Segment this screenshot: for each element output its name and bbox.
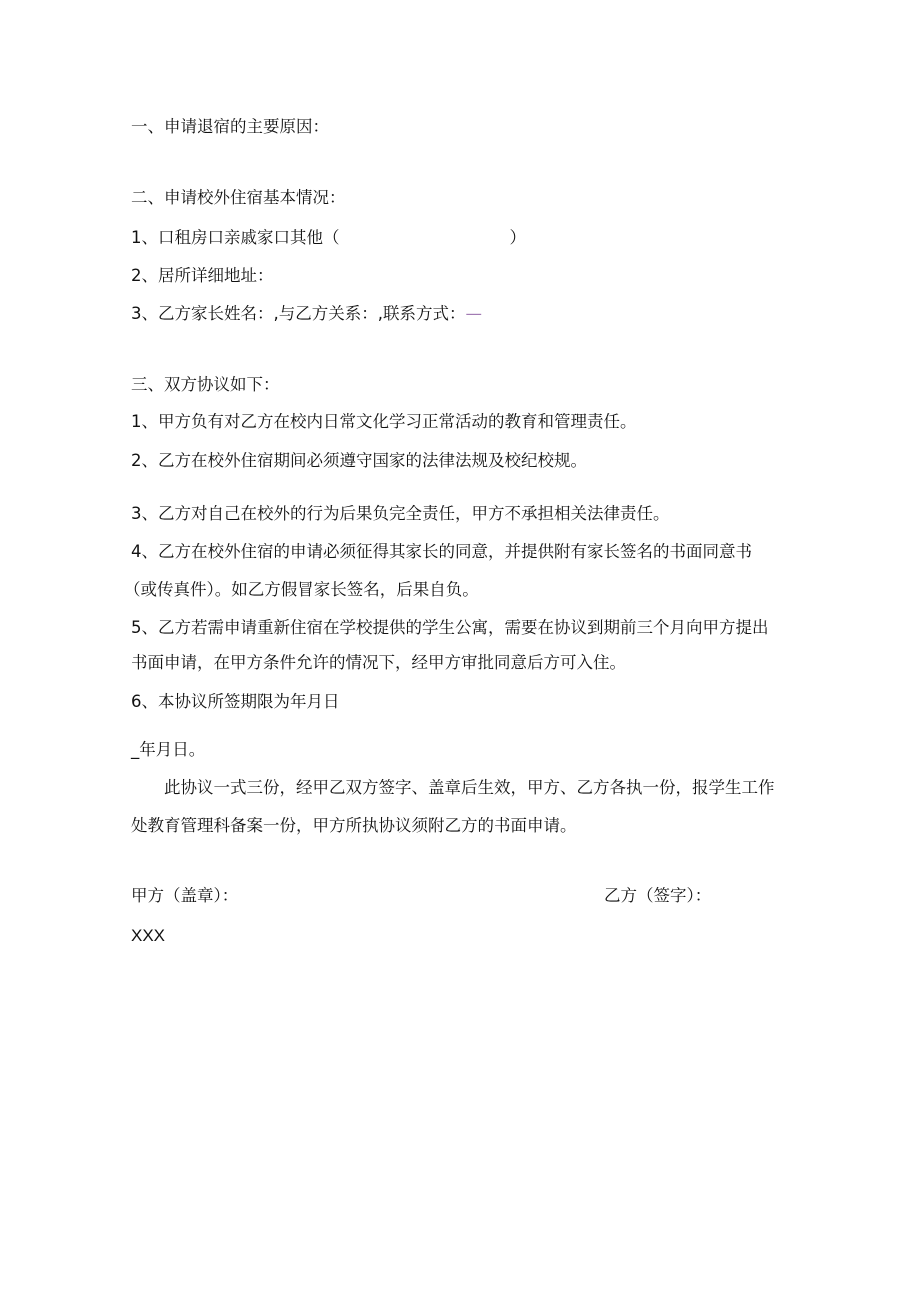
party-a-signature-label: 甲方（盖章）： — [131, 886, 239, 905]
item1-suffix: ） — [509, 228, 526, 247]
clause-line: _年月日。 — [131, 740, 206, 759]
item3-text: 3、乙方家长姓名：,与乙方关系：,联系方式： — [131, 304, 466, 323]
section2-item1 — [131, 228, 526, 248]
party-b-signature-label: 乙方（签字）： — [604, 886, 712, 905]
party-a-name: XXX — [131, 926, 166, 945]
section1-title: 一、申请退宿的主要原因： — [131, 117, 329, 136]
closing-line1: 此协议一式三份，经甲乙双方签字、盖章后生效，甲方、乙方各执一份，报学生工作 — [164, 778, 775, 797]
section3-title: 三、双方协议如下： — [131, 375, 280, 394]
clause-line: （或传真件）。如乙方假冒家长签名，后果自负。 — [124, 580, 479, 599]
item3-dash: — — [465, 304, 482, 323]
section2-item3 — [131, 304, 482, 324]
clause-line: 6、本协议所签期限为年月日 — [131, 692, 340, 711]
clause-line: 5、乙方若需申请重新住宿在学校提供的学生公寓，需要在协议到期前三个月向甲方提出 — [131, 618, 769, 637]
clause-line: 3、乙方对自己在校外的行为后果负完全责任，甲方不承担相关法律责任。 — [131, 504, 670, 523]
clause-line: 书面申请，在甲方条件允许的情况下，经甲方审批同意后方可入住。 — [131, 653, 626, 672]
clause-line: 2、乙方在校外住宿期间必须遵守国家的法律法规及校纪校规。 — [131, 451, 587, 470]
section2-item2: 2、居所详细地址： — [131, 266, 274, 285]
clause-line: 4、乙方在校外住宿的申请必须征得其家长的同意，并提供附有家长签名的书面同意书 — [131, 542, 752, 561]
section2-title: 二、申请校外住宿基本情况： — [131, 188, 346, 207]
closing-line2: 处教育管理科备案一份，甲方所执协议须附乙方的书面申请。 — [131, 816, 577, 835]
item1-prefix: 1、口租房口亲戚家口其他（ — [131, 228, 340, 247]
clause-line: 1、甲方负有对乙方在校内日常文化学习正常活动的教育和管理责任。 — [131, 412, 637, 431]
